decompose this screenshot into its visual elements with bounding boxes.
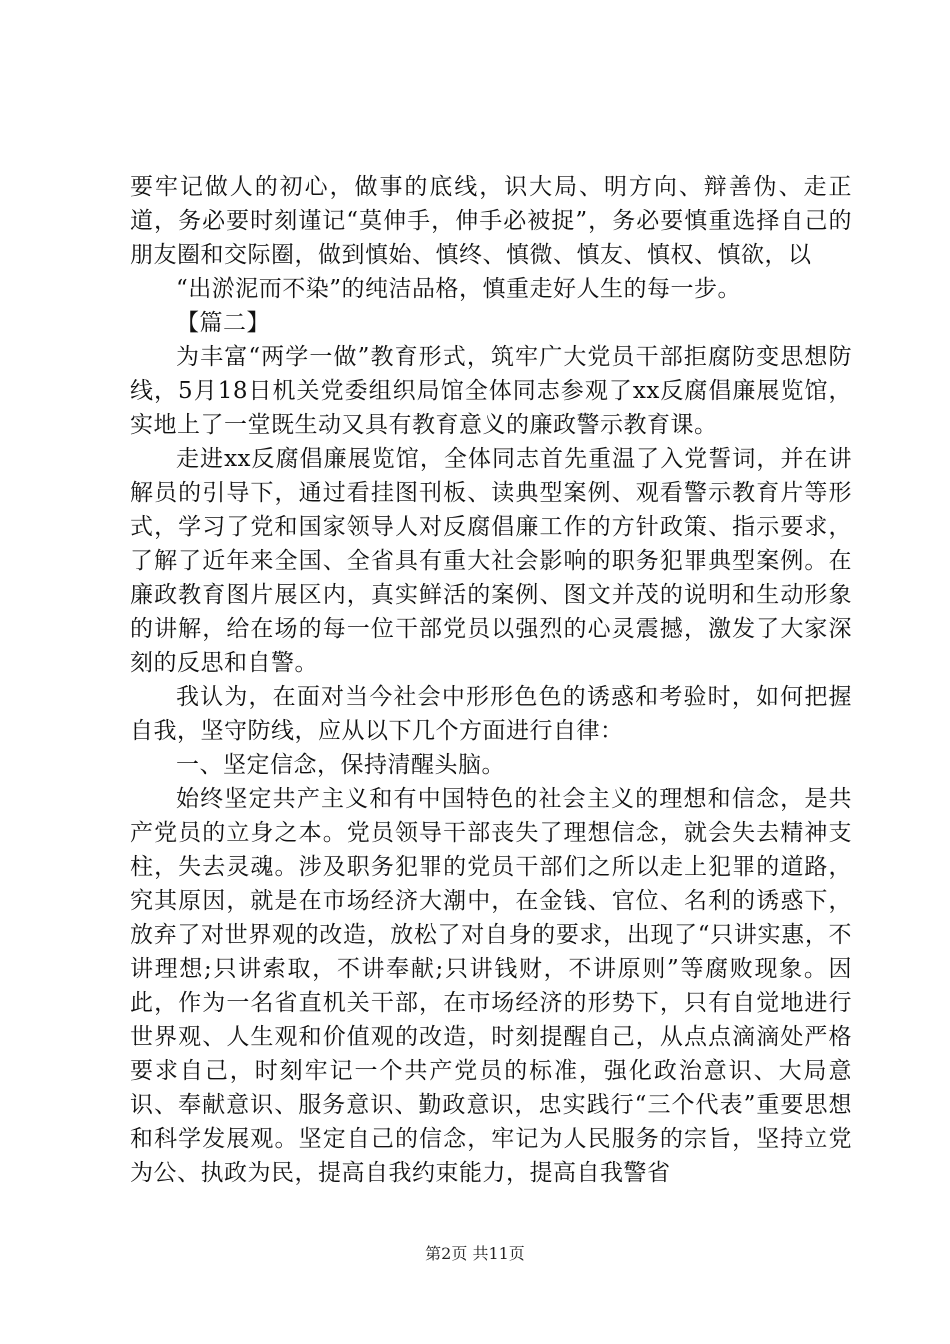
paragraph-1: 要牢记做人的初心，做事的底线，识大局、明方向、辩善伪、走正道，务必要时刻谨记“莫伸手，伸手必被捉”，务必要慎重选择自己的朋友圈和交际圈，做到慎始、慎终、慎微、慎友、慎权、慎欲，以 [130,174,852,268]
paragraph-6: 我认为，在面对当今社会中形形色色的诱惑和考验时，如何把握自我，坚守防线，应从以下几个方面进行自律： [130,684,852,744]
paragraph-8: 始终坚定共产主义和有中国特色的社会主义的理想和信念，是共产党员的立身之本。党员领导干部丧失了理想信念，就会失去精神支柱，失去灵魂。涉及职务犯罪的党员干部们之所以走上犯罪的道路，究其原因，就是在市场经济大潮中，在金钱、官位、名利的诱惑下，放弃了对世界观的改造，放松了对自身的要求，出现了“只讲实惠，不讲理想;只讲索取，不讲奉献;只讲钱财，不讲原则”等腐败现象。因此，作为一名省直机关干部，在市场经济的形势下，只有自觉地进行世界观、人生观和价值观的改造，时刻提醒自己，从点点滴滴处严格要求自己，时刻牢记一个共产党员的标准，强化政治意识、大局意识、奉献意识、服务意识、勤政意识，忠实践行“三个代表”重要思想和科学发展观。坚定自己的信念，牢记为人民服务的宗旨，坚持立党为公、执政为民，提高自我约束能力，提高自我警省 [130,786,852,1186]
paragraph-2: “出淤泥而不染”的纯洁品格，慎重走好人生的每一步。 [176,276,742,302]
paragraph-4: 为丰富“两学一做”教育形式，筑牢广大党员干部拒腐防变思想防线，5月18日机关党委组织局馆全体同志参观了xx反腐倡廉展览馆，实地上了一堂既生动又具有教育意义的廉政警示教育课。 [130,344,852,438]
page-number-label: 第2页 共11页 [425,1244,525,1263]
document-body [130,170,852,1190]
paragraph-5: 走进xx反腐倡廉展览馆，全体同志首先重温了入党誓词，并在讲解员的引导下，通过看挂图刊板、读典型案例、观看警示教育片等形式，学习了党和国家领导人对反腐倡廉工作的方针政策、指示要求，了解了近年来全国、全省具有重大社会影响的职务犯罪典型案例。在廉政教育图片展区内，真实鲜活的案例、图文并茂的说明和生动形象的讲解，给在场的每一位干部党员以强烈的心灵震撼，激发了大家深刻的反思和自警。 [130,446,852,676]
subheading-1: 一、坚定信念，保持清醒头脑。 [176,752,505,778]
page-footer [0,1244,950,1264]
section-heading: 【篇二】 [176,310,270,336]
